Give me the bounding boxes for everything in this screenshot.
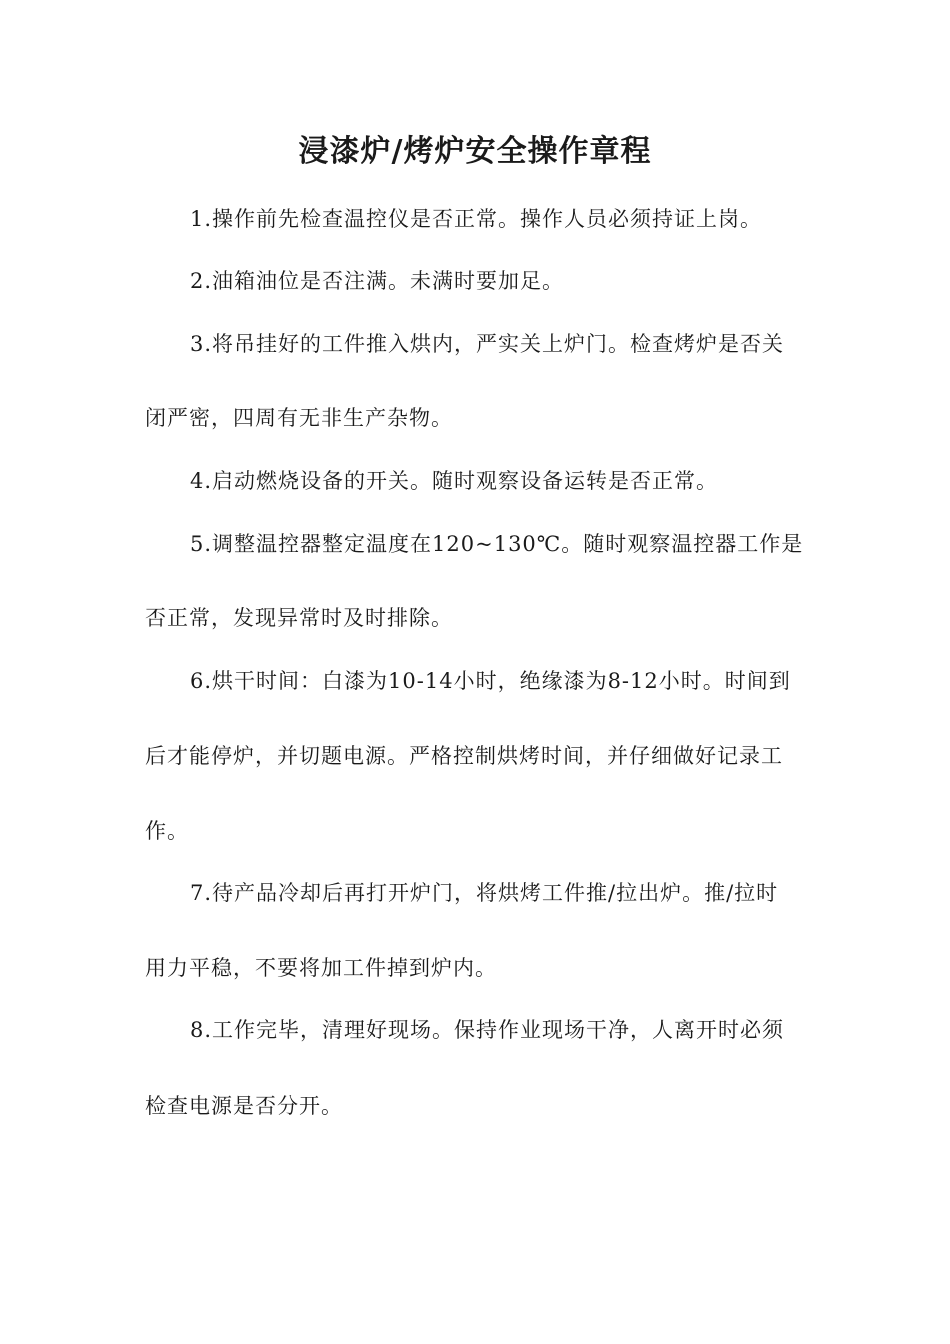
rule-7-line-1: 7.待产品冷却后再打开炉门，将烘烤工件推/拉出炉。推/拉时: [190, 881, 779, 905]
rule-8-line-2: 检查电源是否分开。: [145, 1094, 343, 1118]
rule-3-line-2: 闭严密，四周有无非生产杂物。: [145, 406, 453, 430]
rule-7-line-2: 用力平稳，不要将加工件掉到炉内。: [145, 956, 497, 980]
rule-3-line-1: 3.将吊挂好的工件推入烘内，严实关上炉门。检查烤炉是否关: [190, 332, 785, 356]
document-title: 浸漆炉/烤炉安全操作章程: [298, 134, 652, 169]
rule-5-line-1: 5.调整温控器整定温度在120~130℃。随时观察温控器工作是: [190, 532, 804, 556]
rule-1-line-1: 1.操作前先检查温控仪是否正常。操作人员必须持证上岗。: [190, 207, 763, 231]
rule-6-line-1: 6.烘干时间：白漆为10-14小时，绝缘漆为8-12小时。时间到: [190, 669, 791, 693]
rule-6-line-2: 后才能停炉，并切题电源。严格控制烘烤时间，并仔细做好记录工: [145, 744, 783, 768]
rule-8-line-1: 8.工作完毕，清理好现场。保持作业现场干净，人离开时必须: [190, 1018, 785, 1042]
rule-2-line-1: 2.油箱油位是否注满。未满时要加足。: [190, 269, 565, 293]
rule-4-line-1: 4.启动燃烧设备的开关。随时观察设备运转是否正常。: [190, 469, 719, 493]
rule-6-line-3: 作。: [145, 819, 189, 843]
rule-5-line-2: 否正常，发现异常时及时排除。: [145, 606, 453, 630]
